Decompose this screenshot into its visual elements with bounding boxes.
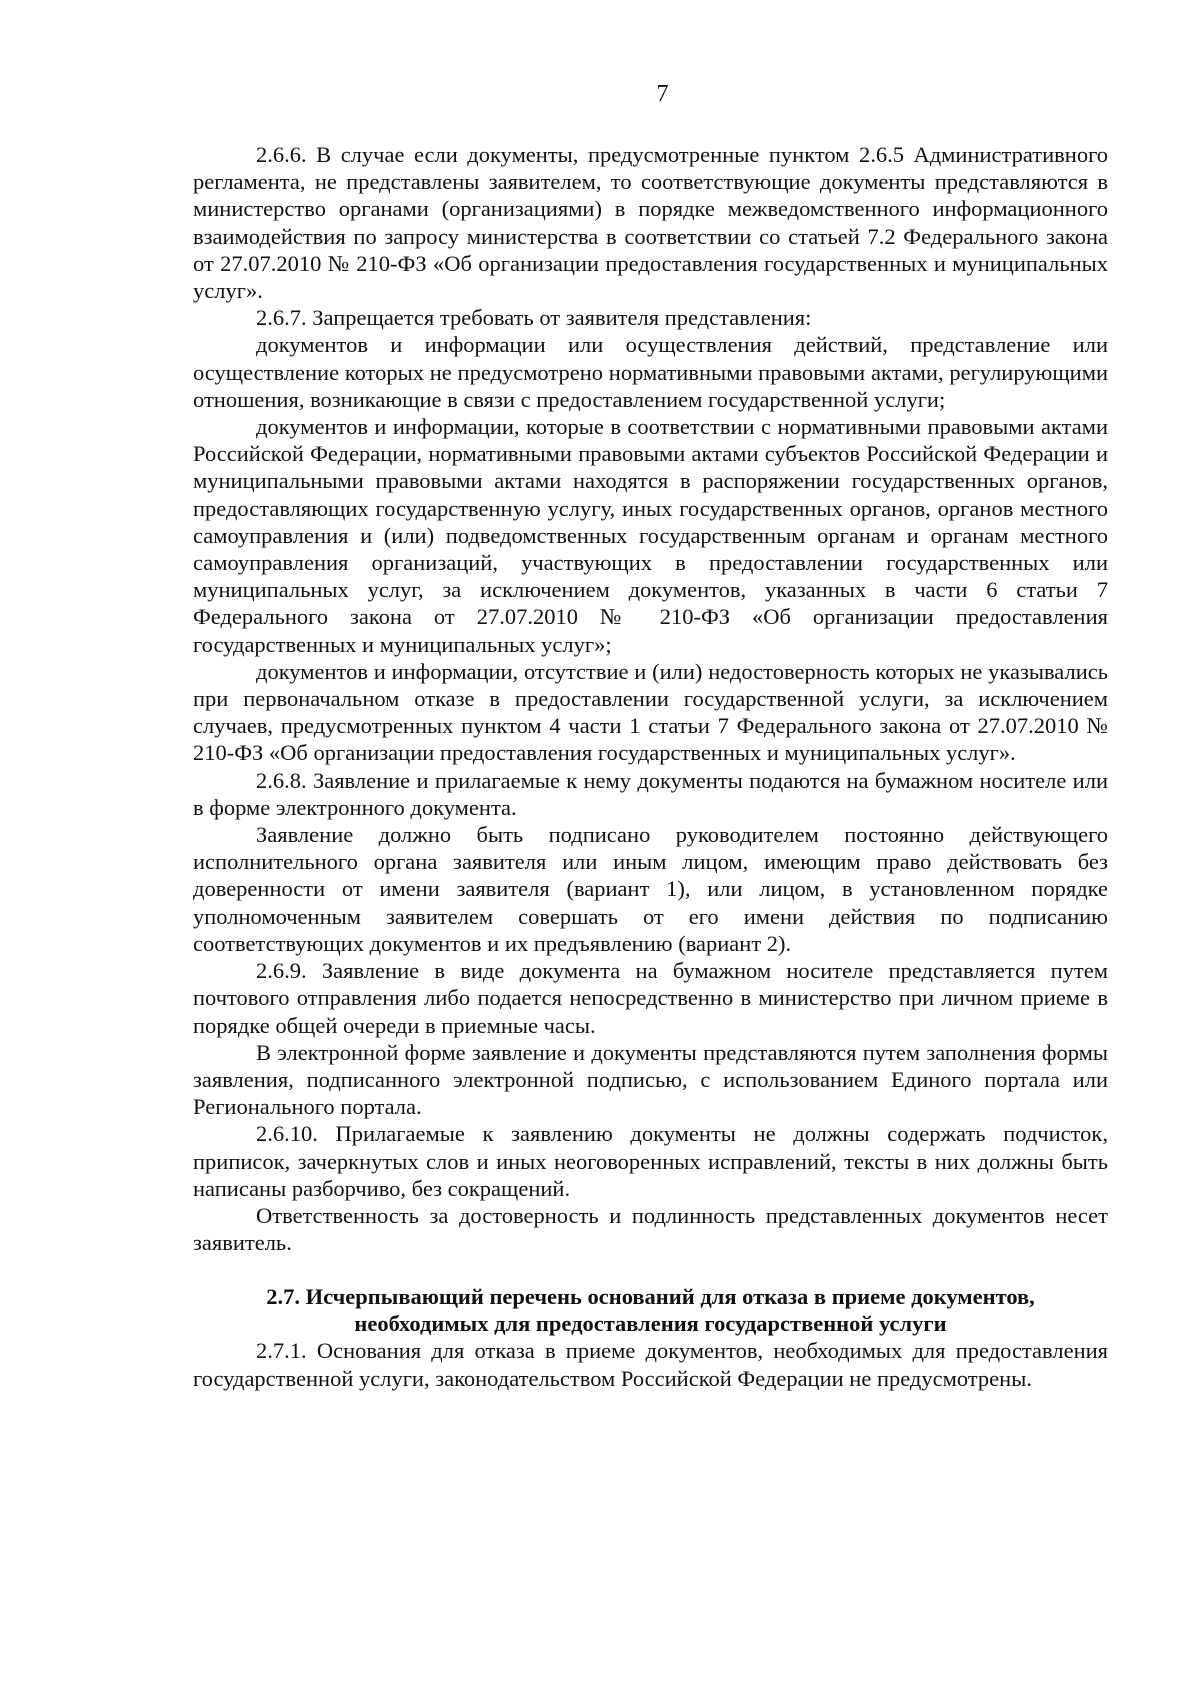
page-number: 7 — [656, 81, 669, 107]
section-heading-line-2: необходимых для предоставления государственной услуги — [354, 1311, 947, 1337]
paragraph-2-6-7-item-3: документов и информации, отсутствие и (или) недостоверность которых не указывались при первоначальном отказе в предоставлении государственной услуги, за исключением случаев, предусмотренных пунктом 4 части 1 статьи 7 Федерального закона от 27.07.2010 № 210-ФЗ «Об организации предоставления государственных и муниципальных услуг». — [193, 658, 1108, 766]
paragraph-2-6-8: 2.6.8. Заявление и прилагаемые к нему документы подаются на бумажном носителе или в форме электронного документа. — [193, 767, 1108, 820]
paragraph-2-6-10: 2.6.10. Прилагаемые к заявлению документы не должны содержать подчисток, приписок, зачеркнутых слов и иных неоговоренных исправлений, тексты в них должны быть написаны разборчиво, без сокращений. — [193, 1121, 1108, 1201]
paragraph-2-6-9-electronic: В электронной форме заявление и документы представляются путем заполнения формы заявления, подписанного электронной подписью, с использованием Единого портала или Регионального портала. — [193, 1039, 1108, 1120]
paragraph-2-7-1: 2.7.1. Основания для отказа в приеме документов, необходимых для предоставления государственной услуги, законодательством Российской Федерации не предусмотрены. — [193, 1338, 1108, 1391]
section-heading-2-7 — [193, 1283, 1108, 1337]
paragraph-2-6-7-item-1: документов и информации или осуществления действий, представление или осуществление которых не предусмотрено нормативными правовыми актами, регулирующими отношения, возникающие в связи с предоставлением государственной услуги; — [193, 332, 1108, 412]
paragraph-2-6-7: 2.6.7. Запрещается требовать от заявителя представления: — [256, 305, 812, 331]
paragraph-2-6-6: 2.6.6. В случае если документы, предусмотренные пунктом 2.6.5 Административного регламента, не представлены заявителем, то соответствующие документы представляются в министерство органами (организациями) в порядке межведомственного информационного взаимодействия по запросу министерства в соответствии со статьей 7.2 Федерального закона от 27.07.2010 № 210-ФЗ «Об организации предоставления государственных и муниципальных услуг». — [193, 142, 1108, 304]
paragraph-responsibility: Ответственность за достоверность и подлинность представленных документов несет заявитель. — [193, 1202, 1108, 1256]
section-heading-line-1: 2.7. Исчерпывающий перечень оснований для отказа в приеме документов, — [266, 1284, 1035, 1310]
paragraph-2-6-8-signature: Заявление должно быть подписано руководителем постоянно действующего исполнительного органа заявителя или иным лицом, имеющим право действовать без доверенности от имени заявителя (вариант 1), или лицом, в установленном порядке уполномоченным заявителем совершать от его имени действия по подписанию соответствующих документов и их предъявлению (вариант 2). — [193, 822, 1108, 956]
paragraph-2-6-9: 2.6.9. Заявление в виде документа на бумажном носителе представляется путем почтового отправления либо подается непосредственно в министерство при личном приеме в порядке общей очереди в приемные часы. — [193, 958, 1108, 1038]
paragraph-2-6-7-item-2: документов и информации, которые в соответствии с нормативными правовыми актами Российской Федерации, нормативными правовыми актами субъектов Российской Федерации и муниципальными правовыми актами находятся в распоряжении государственных органов, предоставляющих государственную услугу, иных государственных органов, органов местного самоуправления и (или) подведомственных государственным органам и органам местного самоуправления организаций, участвующих в предоставлении государственных или муниципальных услуг, за исключением документов, указанных в части 6 статьи 7 Федерального закона от 27.07.2010 № 210-ФЗ «Об организации предоставления государственных и муниципальных услуг»; — [193, 414, 1108, 657]
